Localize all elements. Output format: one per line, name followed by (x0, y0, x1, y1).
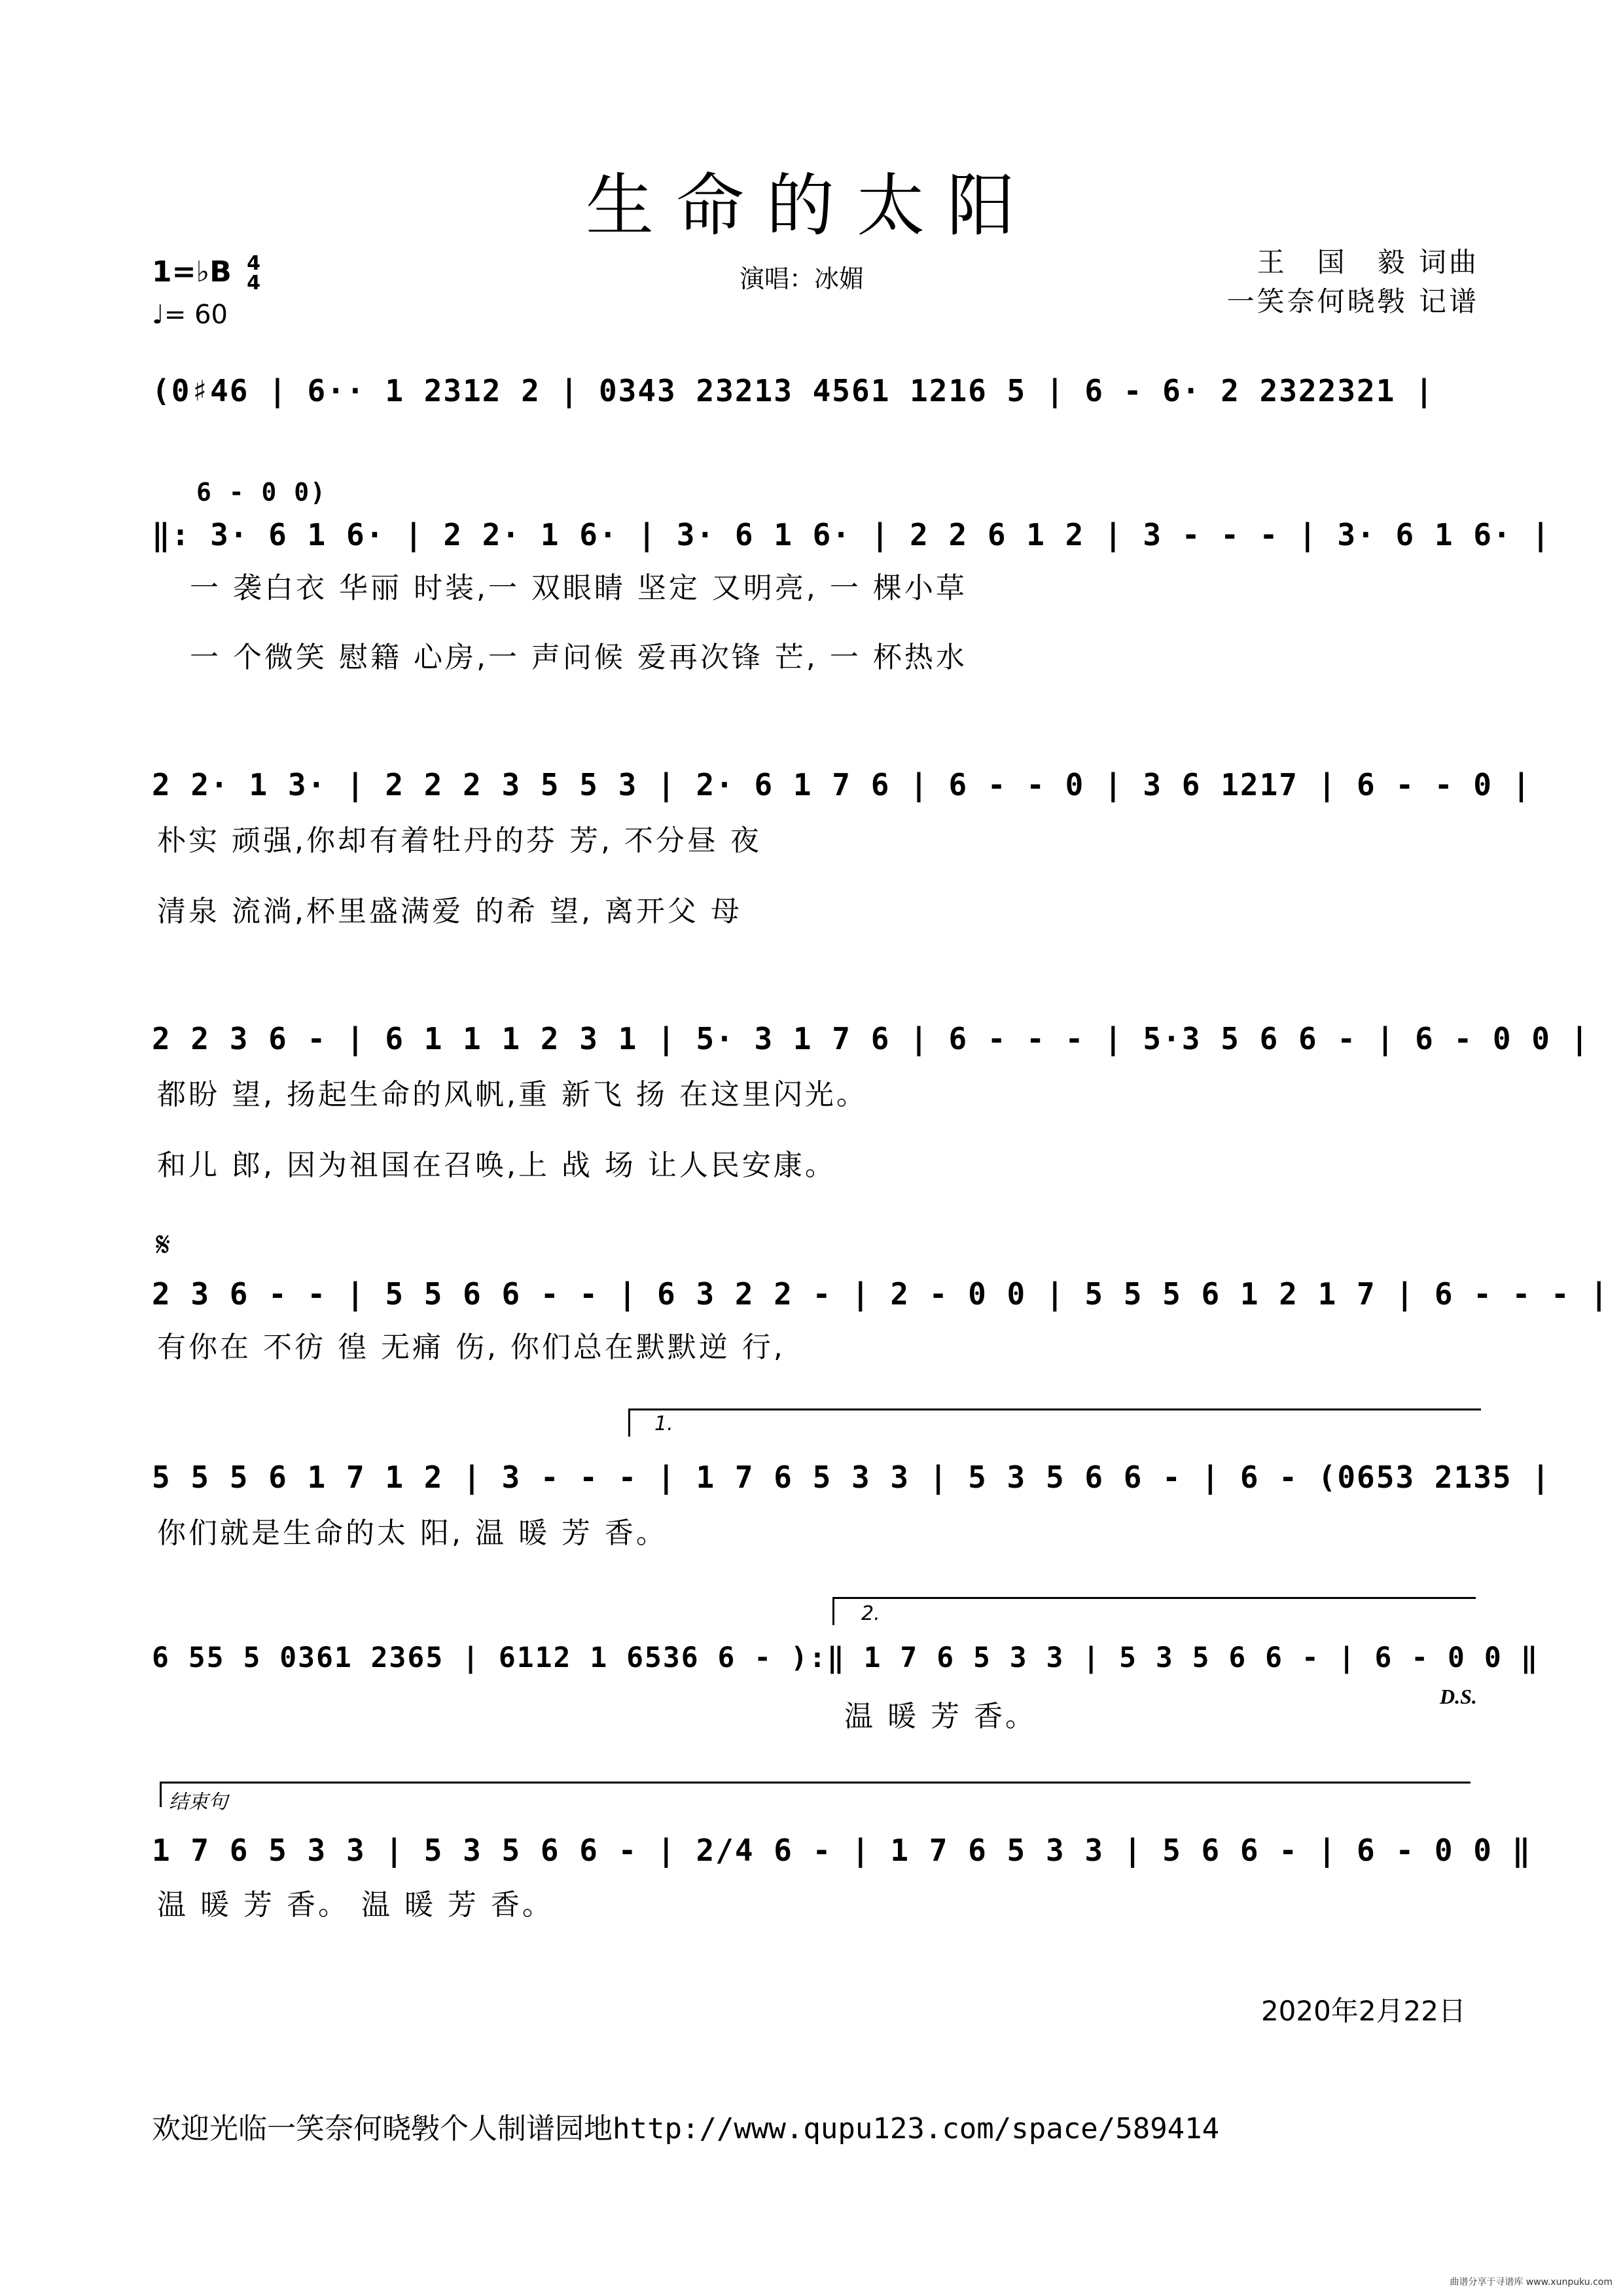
lyrics-line-6: 你们就是生命的太 阳, 温 暖 芳 香。 (157, 1516, 668, 1550)
volta-2-bracket (832, 1597, 1476, 1625)
lyrics-line-2-verse-2: 一 个微笑 慰籍 心房,一 声问候 爱再次锋 芒, 一 杯热水 (190, 641, 967, 674)
key-signature (152, 254, 260, 293)
score-line-7: 6 55 5 0361 2365 | 6112 1 6536 6 - ):‖ 1 7 6 5 3 3 | 5 3 5 6 6 - | 6 - 0 0 ‖ (152, 1641, 1539, 1674)
lyrics-line-2-verse-1: 一 袭白衣 华丽 时装,一 双眼睛 坚定 又明亮, 一 棵小草 (190, 571, 967, 605)
score-line-8: 1 7 6 5 3 3 | 5 3 5 6 6 - | 2/4 6 - | 1 7 6 5 3 3 | 5 6 6 - | 6 - 0 0 ‖ (152, 1833, 1532, 1868)
time-top: 4 (247, 252, 260, 275)
footer-link-text: 欢迎光临一笑奈何晓斅个人制谱园地http://www.qupu123.com/space/589414 (152, 2112, 1220, 2145)
lyrics-line-3-verse-1: 朴实 顽强,你却有着牡丹的芬 芳, 不分昼 夜 (157, 824, 762, 857)
volta-1-bracket (628, 1408, 1481, 1437)
score-line-2: ‖: 3· 6 1 6· | 2 2· 1 6· | 3· 6 1 6· | 2 2 6 1 2 | 3 - - - | 3· 6 1 6· | (152, 517, 1551, 552)
segno-sign: 𝄋 (156, 1225, 171, 1265)
score-line-5: 2 3 6 - - | 5 5 6 6 - - | 6 3 2 2 - | 2 - 0 0 | 5 5 5 6 1 2 1 7 | 6 - - - | (152, 1276, 1610, 1312)
transcriber: 一笑奈何晓斅 记谱 (1226, 285, 1479, 317)
date-stamp: 2020年2月22日 (1260, 1995, 1466, 2027)
singer: 演唱：冰媚 (740, 264, 865, 293)
coda-bracket (160, 1782, 1471, 1807)
score-line-2-lead: 6 - 0 0) (196, 478, 327, 507)
lyrics-line-4-verse-2: 和儿 郎, 因为祖国在召唤,上 战 场 让人民安康。 (157, 1149, 836, 1182)
lyricist-composer: 王 国 毅 词曲 (1257, 246, 1479, 278)
tempo-marking: ♩= 60 (152, 300, 228, 330)
volta-1-label: 1. (654, 1412, 673, 1435)
dal-segno-mark: D.S. (1440, 1685, 1477, 1708)
lyrics-line-5: 有你在 不彷 徨 无痛 伤, 你们总在默默逆 行, (157, 1331, 785, 1364)
coda-label: 结束句 (169, 1791, 228, 1814)
score-line-3: 2 2· 1 3· | 2 2 2 3 5 5 3 | 2· 6 1 7 6 | 6 - - 0 | 3 6 1217 | 6 - - 0 | (152, 767, 1532, 802)
song-title: 生命的太阳 (585, 166, 1037, 245)
score-line-4: 2 2 3 6 - | 6 1 1 1 2 3 1 | 5· 3 1 7 6 | 6 - - - | 5·3 5 6 6 - | 6 - 0 0 | (152, 1021, 1590, 1056)
lyrics-line-4-verse-1: 都盼 望, 扬起生命的风帆,重 新飞 扬 在这里闪光。 (157, 1078, 868, 1111)
score-line-1: (0♯46 | 6·· 1 2312 2 | 0343 23213 4561 1216 5 | 6 - 6· 2 2322321 | (152, 373, 1435, 408)
lyrics-line-8: 温 暖 芳 香。 温 暖 芳 香。 (157, 1888, 554, 1922)
score-line-6: 5 5 5 6 1 7 1 2 | 3 - - - | 1 7 6 5 3 3 | 5 3 5 6 6 - | 6 - (0653 2135 | (152, 1460, 1551, 1495)
time-bottom: 4 (247, 272, 260, 295)
lyrics-line-7: 温 暖 芳 香。 (844, 1700, 1037, 1733)
watermark: 曲谱分享于寻谱库 www.xunpuku.com (1450, 2277, 1613, 2287)
volta-2-label: 2. (861, 1602, 880, 1625)
key-label: 1=♭B (152, 255, 232, 289)
lyrics-line-3-verse-2: 清泉 流淌,杯里盛满爱 的希 望, 离开父 母 (157, 895, 742, 928)
